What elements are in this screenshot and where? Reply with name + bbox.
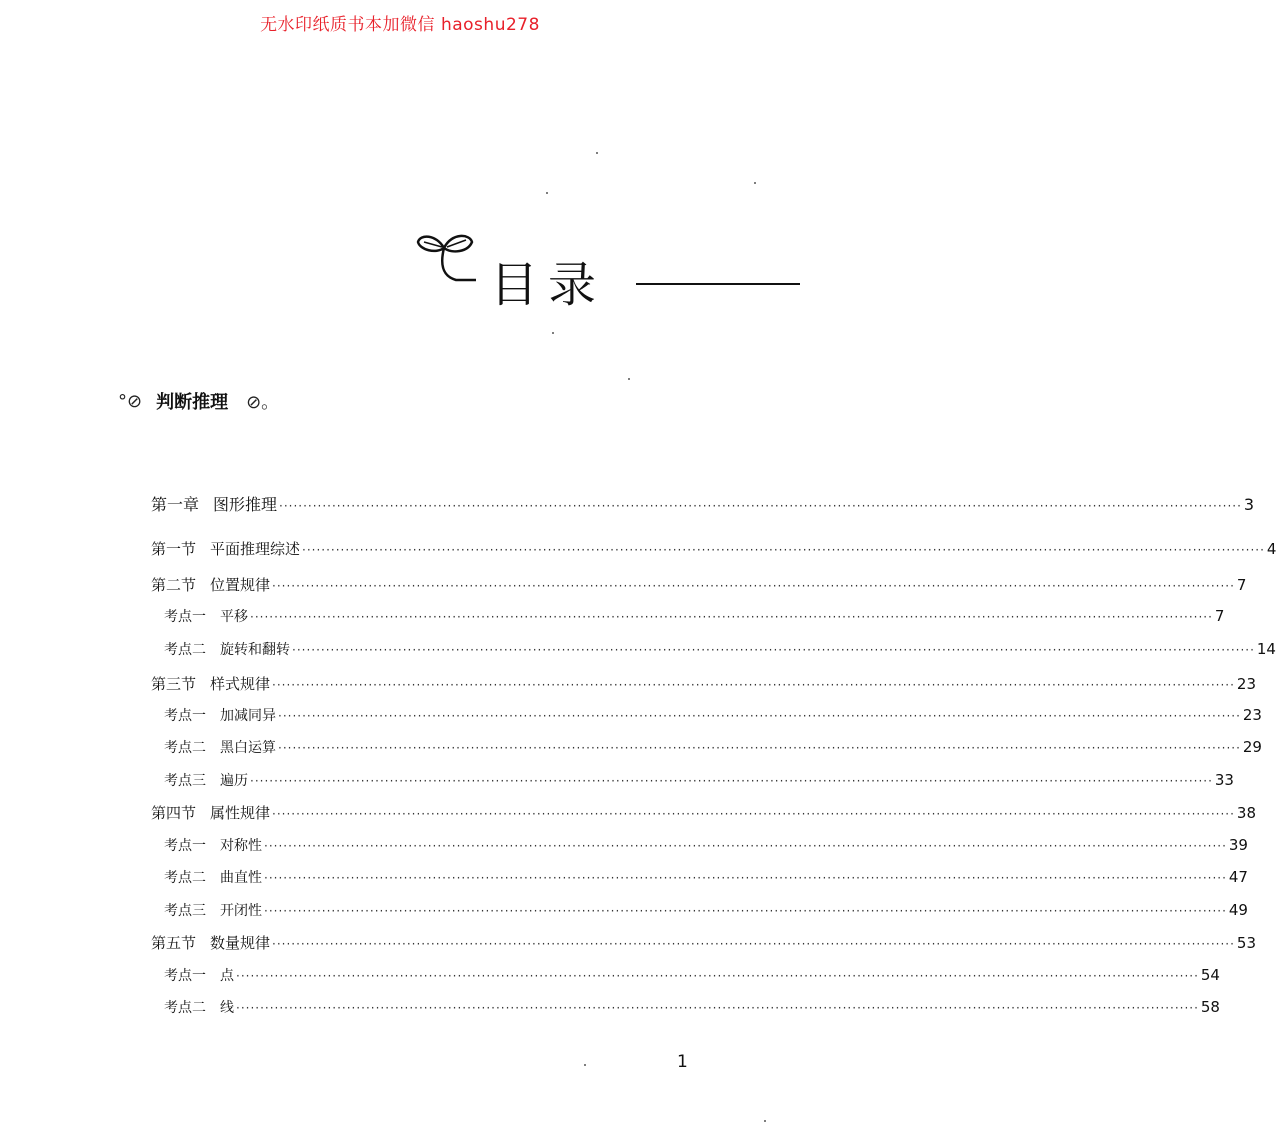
toc-page-number: 39 xyxy=(1228,836,1248,854)
toc-label: 考点一 xyxy=(164,708,206,724)
toc-title: 开闭性 xyxy=(220,903,262,919)
toc-label: 第五节 xyxy=(151,934,197,952)
toc-label: 考点二 xyxy=(164,642,206,658)
toc-title: 平面推理综述 xyxy=(210,540,301,558)
toc-page-number: 49 xyxy=(1228,901,1248,919)
toc-title: 图形推理 xyxy=(213,495,278,514)
toc-entry-point xyxy=(164,770,1234,790)
toc-entry-point xyxy=(164,867,1248,887)
toc-entry-point xyxy=(164,900,1248,920)
toc-leader-dots: ········································································································································································································ xyxy=(264,839,1227,853)
scan-speck xyxy=(552,332,554,334)
toc-leader-dots: ········································································································································································································ xyxy=(292,643,1255,657)
toc-title: 平移 xyxy=(220,609,248,625)
toc-label: 考点一 xyxy=(164,968,206,984)
scan-speck xyxy=(584,1064,586,1066)
toc-entry-point xyxy=(164,639,1276,659)
toc-entry-point xyxy=(164,737,1262,757)
toc-entry-point xyxy=(164,705,1262,725)
toc-page-number: 29 xyxy=(1242,738,1262,756)
toc-title: 点 xyxy=(220,968,234,984)
toc-page-number: 53 xyxy=(1236,934,1257,952)
scan-speck xyxy=(596,152,598,154)
toc-label: 考点二 xyxy=(164,740,206,756)
scan-speck xyxy=(546,192,548,194)
scan-speck xyxy=(764,1120,766,1122)
toc-entry-section xyxy=(151,574,1247,595)
toc-title: 加减同异 xyxy=(220,708,276,724)
toc-label: 第一节 xyxy=(151,540,197,558)
toc-title: 曲直性 xyxy=(220,870,262,886)
toc-label: 第四节 xyxy=(151,804,197,822)
toc-leader-dots: ········································································································································································································ xyxy=(236,1001,1199,1015)
toc-title: 遍历 xyxy=(220,773,248,789)
toc-leader-dots: ········································································································································································································ xyxy=(272,807,1235,821)
toc-title: 样式规律 xyxy=(210,675,271,693)
toc-title: 位置规律 xyxy=(210,576,271,594)
toc-leader-dots: ········································································································································································································ xyxy=(264,904,1227,918)
toc-leader-dots: ········································································································································································································ xyxy=(278,741,1241,755)
page-number: 1 xyxy=(677,1052,688,1072)
toc-entry-chapter xyxy=(151,492,1255,515)
toc-page-number: 54 xyxy=(1200,966,1220,984)
section-label: 判断推理 xyxy=(156,392,229,413)
toc-leader-dots: ········································································································································································································ xyxy=(272,937,1235,951)
toc-entry-point xyxy=(164,965,1220,985)
toc-label: 考点二 xyxy=(164,870,206,886)
toc-entry-section xyxy=(151,802,1257,823)
watermark-text: 无水印纸质书本加微信 haoshu278 xyxy=(260,15,540,35)
toc-leader-dots: ········································································································································································································ xyxy=(264,871,1227,885)
toc-entry-point xyxy=(164,835,1248,855)
toc-label: 考点一 xyxy=(164,838,206,854)
toc-leader-dots: ········································································································································································································ xyxy=(272,678,1235,692)
toc-leader-dots: ········································································································································································································ xyxy=(302,543,1265,557)
toc-label: 第三节 xyxy=(151,675,197,693)
toc-page-number: 47 xyxy=(1228,868,1248,886)
toc-page-number: 7 xyxy=(1214,607,1225,625)
decoration-right: ⊘。 xyxy=(246,392,280,413)
toc-page-number: 33 xyxy=(1214,771,1234,789)
toc-label: 考点三 xyxy=(164,773,206,789)
decoration-left: °⊘ xyxy=(118,390,143,412)
toc-page-number: 23 xyxy=(1236,675,1257,693)
toc-title: 属性规律 xyxy=(210,804,271,822)
toc-page-number: 23 xyxy=(1242,706,1262,724)
toc-entry-section xyxy=(151,538,1276,559)
toc-label: 考点一 xyxy=(164,609,206,625)
toc-entry-point xyxy=(164,606,1225,626)
toc-title: 线 xyxy=(220,1000,234,1016)
scan-speck xyxy=(754,182,756,184)
toc-page-number: 4 xyxy=(1266,540,1276,558)
toc-leader-dots: ········································································································································································································ xyxy=(236,969,1199,983)
toc-page-number: 58 xyxy=(1200,998,1220,1016)
toc-label: 考点二 xyxy=(164,1000,206,1016)
toc-title: 对称性 xyxy=(220,838,262,854)
toc-leader-dots: ········································································································································································································ xyxy=(250,610,1213,624)
toc-title-block xyxy=(414,228,800,312)
toc-title: 黑白运算 xyxy=(220,740,276,756)
toc-leader-dots: ········································································································································································································ xyxy=(272,579,1235,593)
toc-label: 第二节 xyxy=(151,576,197,594)
scan-speck xyxy=(628,378,630,380)
toc-page-number: 14 xyxy=(1256,640,1276,658)
toc-title: 旋转和翻转 xyxy=(220,642,290,658)
toc-label: 考点三 xyxy=(164,903,206,919)
sprout-icon xyxy=(414,228,486,308)
toc-leader-dots: ········································································································································································································ xyxy=(250,774,1213,788)
toc-leader-dots: ········································································································································································································ xyxy=(279,499,1242,513)
toc-page-number: 3 xyxy=(1243,495,1255,514)
title-rule xyxy=(636,283,800,285)
toc-entry-point xyxy=(164,997,1220,1017)
page-title: 目录 xyxy=(490,257,607,313)
toc-entry-section xyxy=(151,932,1257,953)
toc-page-number: 38 xyxy=(1236,804,1257,822)
toc-label: 第一章 xyxy=(151,495,200,514)
section-heading xyxy=(118,388,279,414)
toc-page-number: 7 xyxy=(1236,576,1247,594)
toc-title: 数量规律 xyxy=(210,934,271,952)
toc-entry-section xyxy=(151,673,1257,694)
toc-leader-dots: ········································································································································································································ xyxy=(278,709,1241,723)
